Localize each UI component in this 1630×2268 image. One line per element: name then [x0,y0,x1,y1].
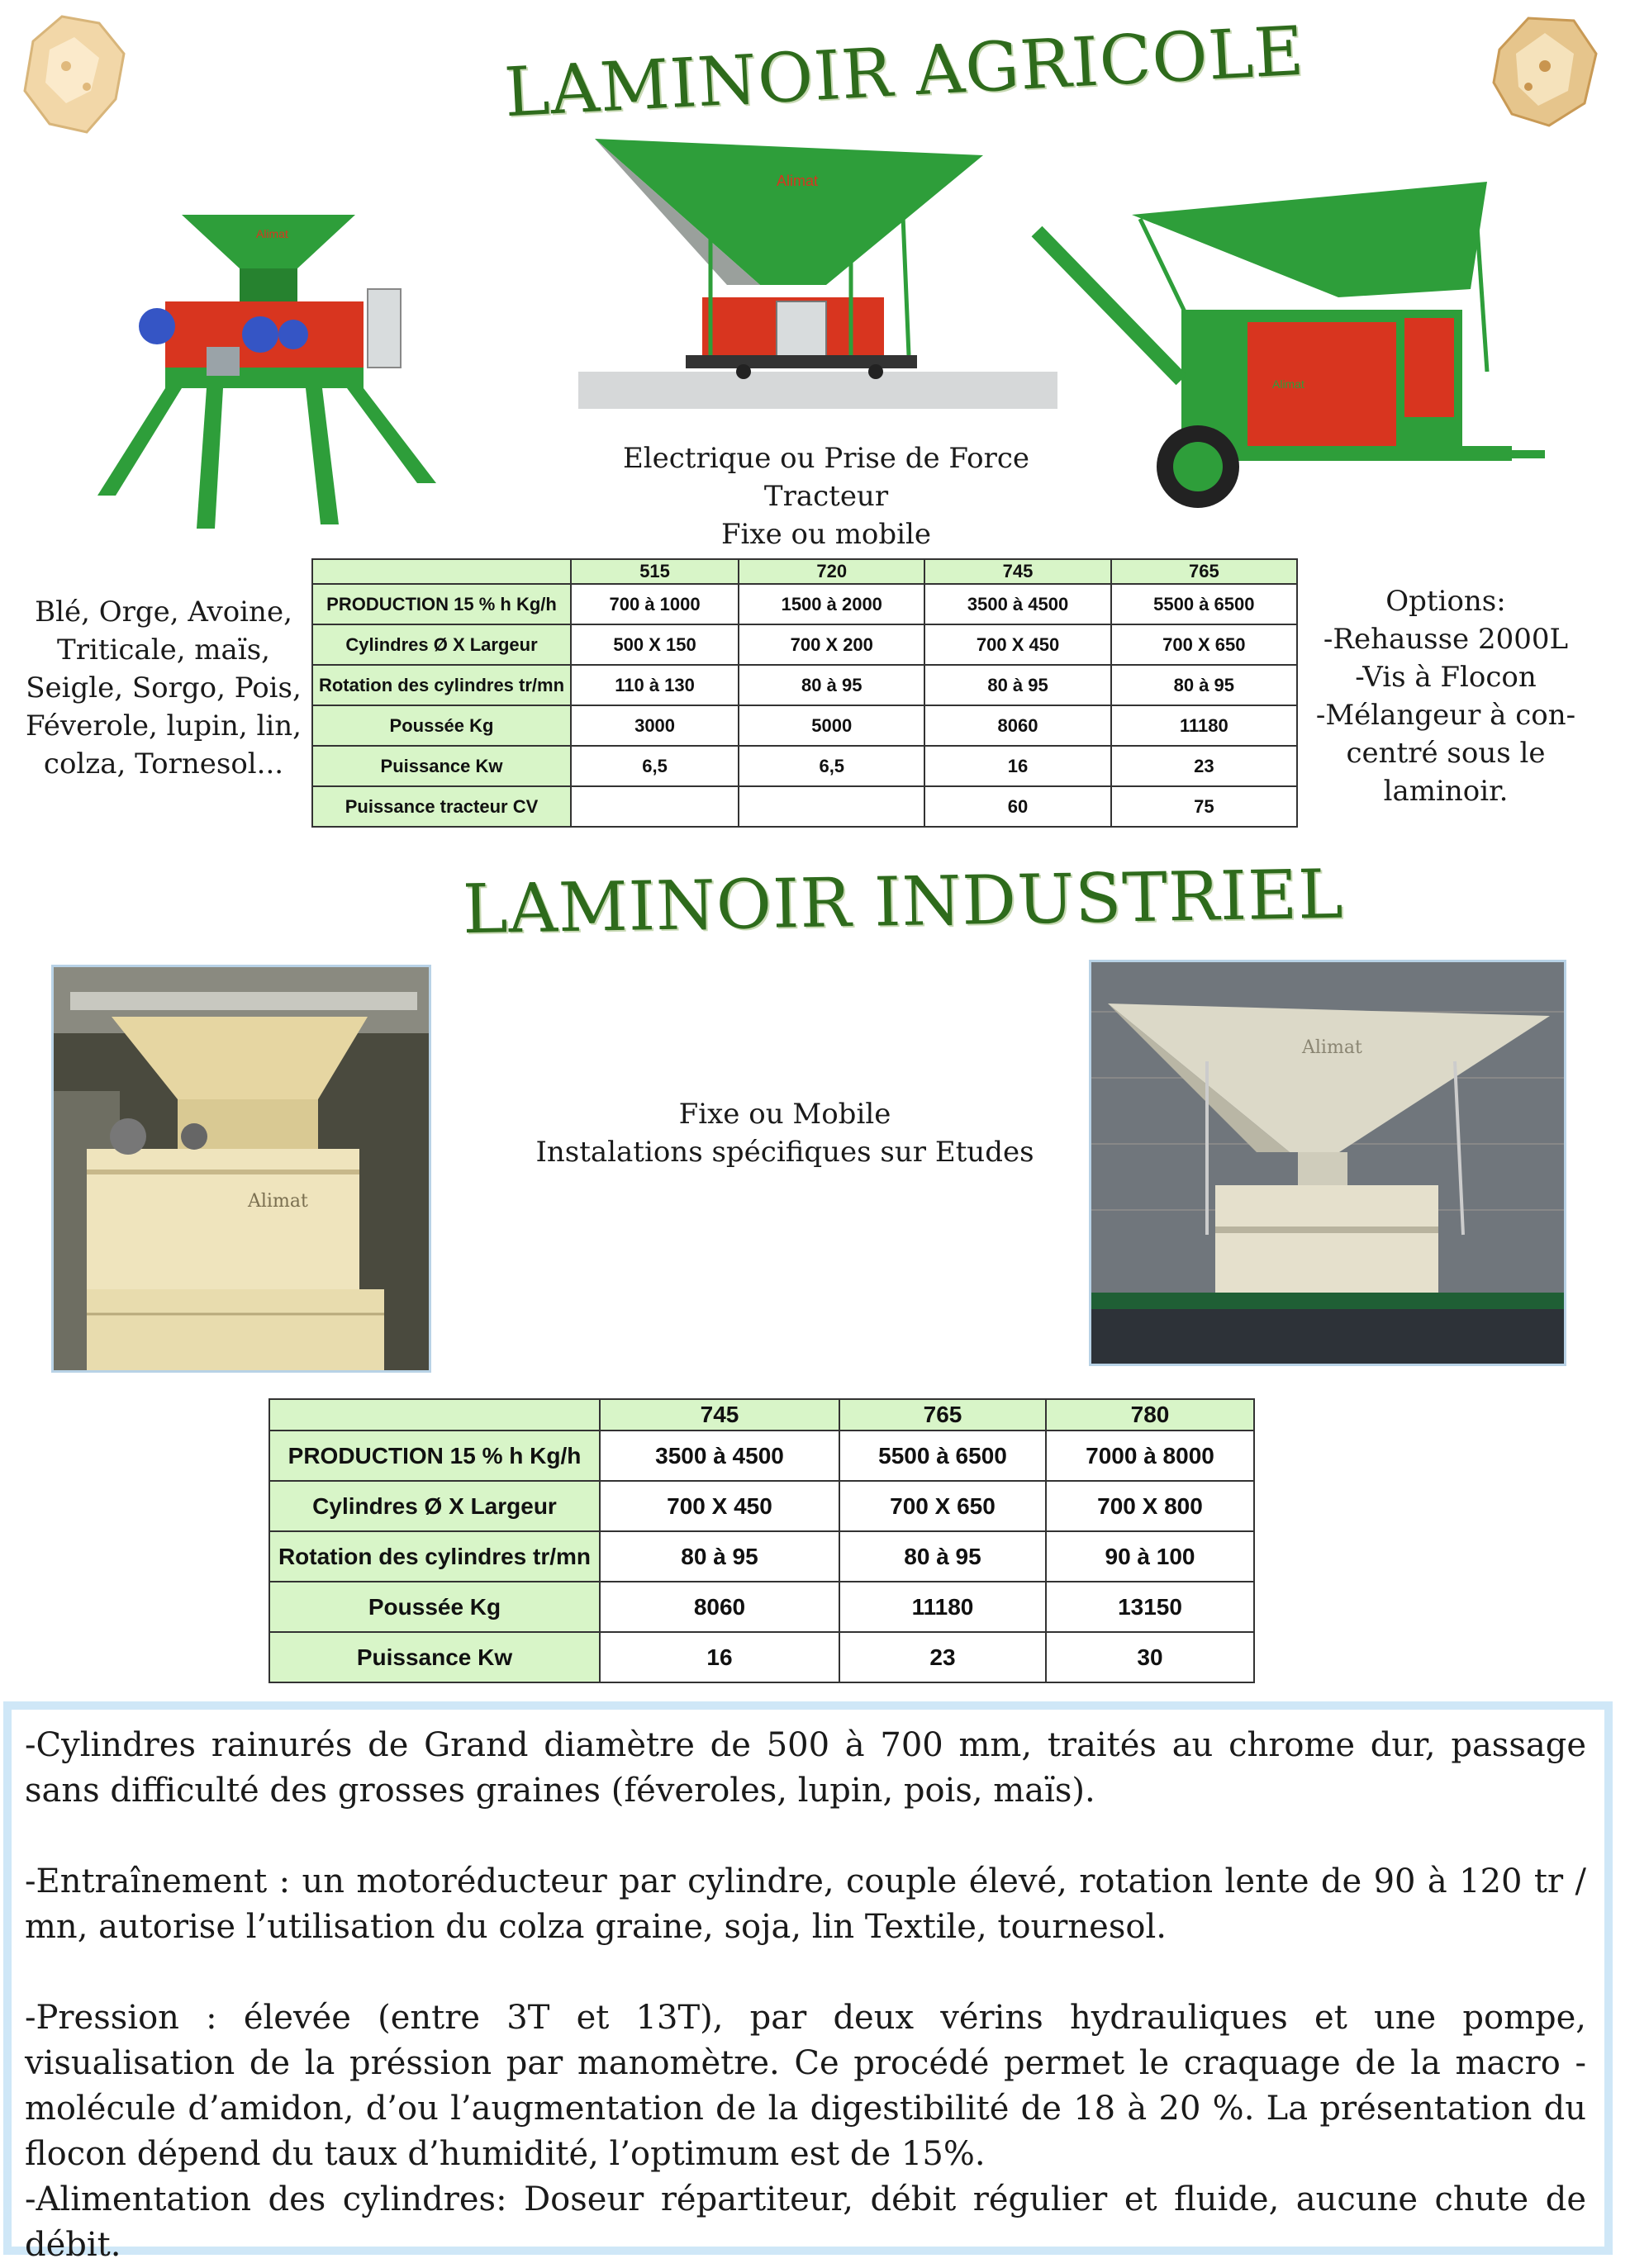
table-row [269,1481,1254,1531]
table-row [269,1531,1254,1582]
grains-line: Seigle, Sorgo, Pois, [26,671,302,705]
table-cell: 5500 à 6500 [839,1431,1046,1481]
machine-photo-electric [91,198,438,545]
agricole-caption [562,439,1091,553]
table-cell: 8060 [924,705,1110,746]
table-cell: 80 à 95 [600,1531,839,1582]
row-label: Poussée Kg [269,1582,600,1632]
table-cell: 75 [1111,786,1297,827]
table-cell: 30 [1046,1632,1254,1682]
grains-line: colza, Tornesol... [43,747,284,781]
table-cell: 80 à 95 [924,665,1110,705]
industriel-caption [529,1095,1041,1171]
table-cell: 90 à 100 [1046,1531,1254,1582]
grains-line: Blé, Orge, Avoine, [35,595,292,629]
table-row [312,746,1297,786]
model-header: 515 [571,559,739,584]
table-cell: 5500 à 6500 [1111,584,1297,624]
table-cell: 3000 [571,705,739,746]
industrial-photo-right [1089,960,1566,1366]
table-cell: 110 à 130 [571,665,739,705]
table-row [269,1582,1254,1632]
table-row [312,584,1297,624]
table-cell: 23 [839,1632,1046,1682]
table-row [312,624,1297,665]
table-cell: 5000 [739,705,924,746]
row-label: Cylindres Ø X Largeur [312,624,571,665]
table-cell [739,786,924,827]
agricole-spec-table [311,558,1298,828]
options-list [1314,582,1578,810]
row-label: Puissance Kw [269,1632,600,1682]
options-line: -Mélangeur à con- [1315,699,1576,732]
brand-label: Alimat [248,1191,308,1212]
row-label: Rotation des cylindres tr/mn [269,1531,600,1582]
table-row [269,1431,1254,1481]
table-corner [312,559,571,584]
brand-label: Alimat [777,173,819,189]
table-cell: 700 X 800 [1046,1481,1254,1531]
model-header: 720 [739,559,924,584]
model-header: 745 [600,1399,839,1431]
model-header: 745 [924,559,1110,584]
table-row [312,665,1297,705]
brand-label: Alimat [1272,377,1304,391]
caption-line-1: Electrique ou Prise de Force Tracteur [622,442,1030,513]
grains-line: Triticale, maïs, [57,633,270,667]
brand-label: Alimat [1302,1037,1362,1058]
grains-list [23,593,304,783]
grain-flake-right-image [1487,8,1603,132]
caption-line-2: Fixe ou mobile [720,518,932,551]
industrial-photo-left [51,965,431,1373]
table-row [312,786,1297,827]
table-cell: 700 X 450 [600,1481,839,1531]
options-line: -Vis à Flocon [1355,661,1537,694]
industriel-spec-table [268,1398,1255,1683]
description-paragraph-entrainement: -Entraînement : un motoréducteur par cylindre, couple élevé, rotation lente de 90 à 120 tr / mn, autorise l’utilisation du colza graine, soja, lin Textile, tournesol. [25,1862,1586,1946]
row-label: Cylindres Ø X Largeur [269,1481,600,1531]
description-paragraph-alimentation: -Alimentation des cylindres: Doseur répartiteur, débit régulier et fluide, aucune chute de débit. [25,2180,1586,2264]
row-label: Puissance Kw [312,746,571,786]
row-label: PRODUCTION 15 % h Kg/h [269,1431,600,1481]
row-label: Puissance tracteur CV [312,786,571,827]
table-cell: 13150 [1046,1582,1254,1632]
table-cell: 23 [1111,746,1297,786]
description-paragraph-pression: -Pression : élevée (entre 3T et 13T), par deux vérins hydrauliques et une pompe, visualisation de la préssion par manomètre. Ce procédé permet le craquage de la macro - molécule d’amidon, d’ou l’augmentation de la digestibilité de 18 à 20 %. La présentation du flocon dépend du taux d’humidité, l’optimum est de 15%. [25,1999,1586,2173]
grain-flake-left-image [17,8,132,140]
table-cell: 80 à 95 [739,665,924,705]
table-cell: 11180 [1111,705,1297,746]
caption-line-1: Fixe ou Mobile [678,1098,891,1131]
grains-line: Féverole, lupin, lin, [26,709,302,743]
table-cell: 8060 [600,1582,839,1632]
table-row [269,1632,1254,1682]
model-header: 780 [1046,1399,1254,1431]
table-cell: 3500 à 4500 [600,1431,839,1481]
table-header-row [269,1399,1254,1431]
description-paragraph-cylindres: -Cylindres rainurés de Grand diamètre de 500 à 700 mm, traités au chrome dur, passage sans difficulté des grosses graines (féveroles, lupin, pois, maïs). [25,1726,1586,1810]
table-cell: 1500 à 2000 [739,584,924,624]
table-cell: 6,5 [571,746,739,786]
machine-photo-tractor [578,132,1057,413]
title-laminoir-agricole: LAMINOIR AGRICOLE [502,12,1307,133]
caption-line-2: Instalations spécifiques sur Etudes [535,1136,1034,1169]
table-cell: 700 X 450 [924,624,1110,665]
table-cell: 80 à 95 [1111,665,1297,705]
title-laminoir-industriel: LAMINOIR INDUSTRIEL [462,855,1345,950]
table-cell: 7000 à 8000 [1046,1431,1254,1481]
options-line: centré sous le [1346,737,1546,770]
description-box [3,1701,1613,2264]
table-cell: 60 [924,786,1110,827]
table-cell: 3500 à 4500 [924,584,1110,624]
row-label: Rotation des cylindres tr/mn [312,665,571,705]
table-cell: 16 [924,746,1110,786]
table-cell: 6,5 [739,746,924,786]
row-label: PRODUCTION 15 % h Kg/h [312,584,571,624]
model-header: 765 [839,1399,1046,1431]
options-line: Options: [1385,585,1506,618]
table-cell: 500 X 150 [571,624,739,665]
table-header-row [312,559,1297,584]
table-cell: 11180 [839,1582,1046,1632]
row-label: Poussée Kg [312,705,571,746]
table-cell: 700 X 200 [739,624,924,665]
table-cell: 700 X 650 [839,1481,1046,1531]
options-line: -Rehausse 2000L [1323,623,1569,656]
brand-label: Alimat [256,227,288,240]
machine-photo-mobile [1024,173,1553,520]
table-corner [269,1399,600,1431]
table-cell: 700 X 650 [1111,624,1297,665]
table-cell: 80 à 95 [839,1531,1046,1582]
table-cell: 700 à 1000 [571,584,739,624]
table-cell: 16 [600,1632,839,1682]
table-row [312,705,1297,746]
options-line: laminoir. [1383,775,1509,808]
model-header: 765 [1111,559,1297,584]
table-cell [571,786,739,827]
